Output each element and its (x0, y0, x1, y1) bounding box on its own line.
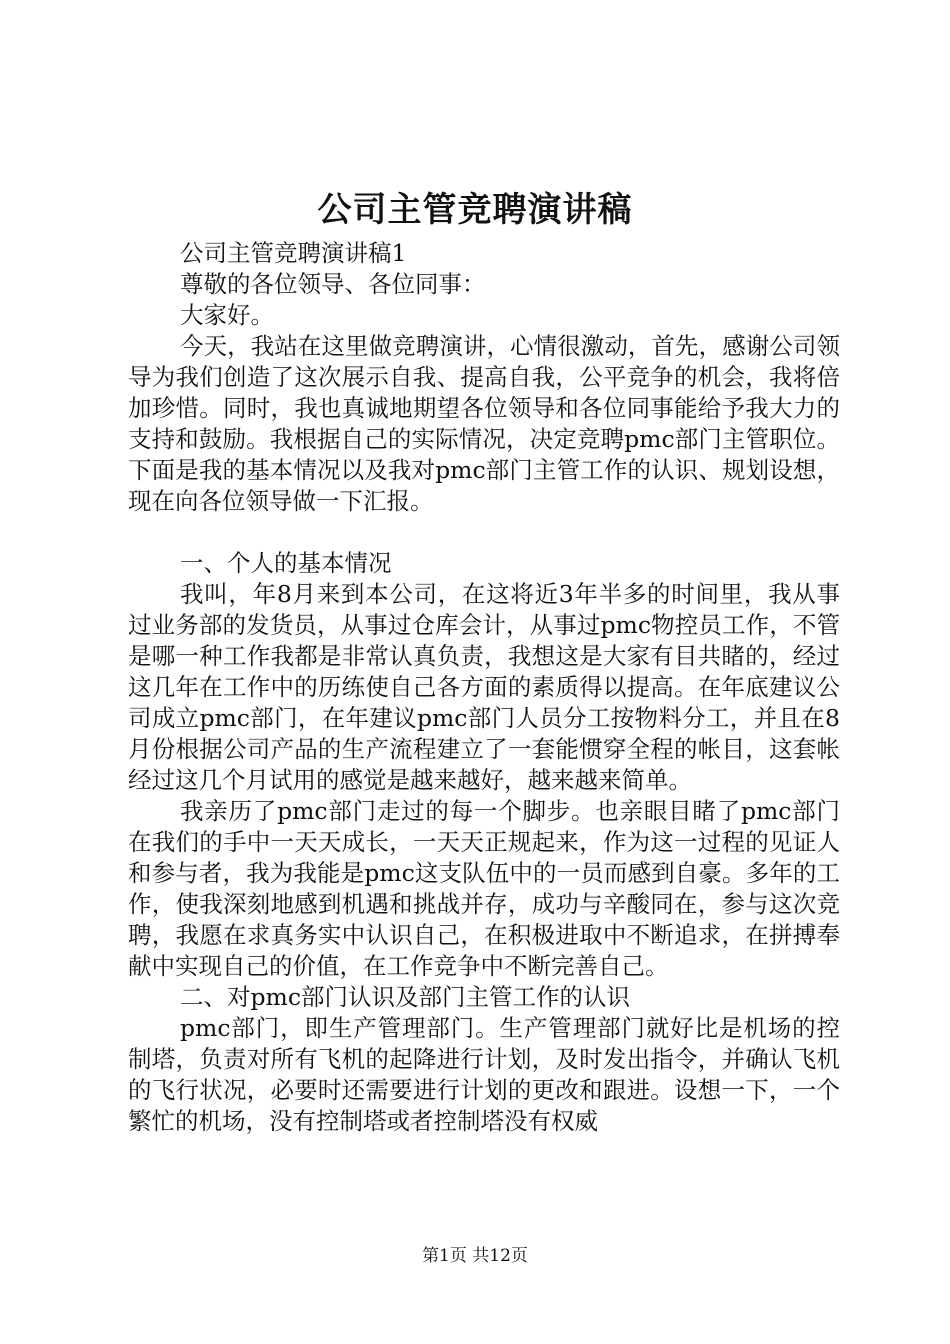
paragraph-spacer (128, 517, 840, 548)
page-number: 第1页 (422, 1246, 467, 1266)
page-total: 共12页 (472, 1246, 528, 1266)
section-heading-1: 一、个人的基本情况 (180, 549, 392, 577)
document-title: 公司主管竞聘演讲稿 (317, 190, 633, 230)
heading-line: 公司主管竞聘演讲稿1 (180, 239, 407, 267)
salutation: 尊敬的各位领导、各位同事： (180, 270, 486, 298)
pmc-description-paragraph: pmc部门，即生产管理部门。生产管理部门就好比是机场的控制塔，负责对所有飞机的起降进行计划，及时发出指令，并确认飞机的飞行状况，必要时还需要进行计划的更改和跟进。设想一下，一个繁忙的机场，没有控制塔或者控制塔没有权威 (128, 1014, 840, 1135)
greeting: 大家好。 (180, 301, 274, 329)
intro-paragraph: 今天，我站在这里做竞聘演讲，心情很激动，首先，感谢公司领导为我们创造了这次展示自我、提高自我，公平竞争的机会，我将倍加珍惜。同时，我也真诚地期望各位领导和各位同事能给予我大力的支持和鼓励。我根据自己的实际情况，决定竞聘pmc部门主管职位。下面是我的基本情况以及我对pmc部门主管工作的认识、规划设想，现在向各位领导做一下汇报。 (128, 332, 840, 515)
experience-paragraph: 我亲历了pmc部门走过的每一个脚步。也亲眼目睹了pmc部门在我们的手中一天天成长，一天天正规起来，作为这一过程的见证人和参与者，我为我能是pmc这支队伍中的一员而感到自豪。多年的工作，使我深刻地感到机遇和挑战并存，成功与辛酸同在，参与这次竞聘，我愿在求真务实中认识自己，在积极进取中不断追求，在拼搏奉献中实现自己的价值，在工作竞争中不断完善自己。 (128, 797, 840, 980)
page-footer (0, 1244, 950, 1268)
section-heading-2: 二、对pmc部门认识及部门主管工作的认识 (180, 983, 630, 1011)
personal-info-paragraph: 我叫，年8月来到本公司，在这将近3年半多的时间里，我从事过业务部的发货员，从事过仓库会计，从事过pmc物控员工作，不管是哪一种工作我都是非常认真负责，我想这是大家有目共睹的，经过这几年在工作中的历练使自己各方面的素质得以提高。在年底建议公司成立pmc部门，在年建议pmc部门人员分工按物料分工，并且在8月份根据公司产品的生产流程建立了一套能惯穿全程的帐目，这套帐经过这几个月试用的感觉是越来越好，越来越来简单。 (128, 580, 840, 794)
document-body (128, 238, 840, 1137)
